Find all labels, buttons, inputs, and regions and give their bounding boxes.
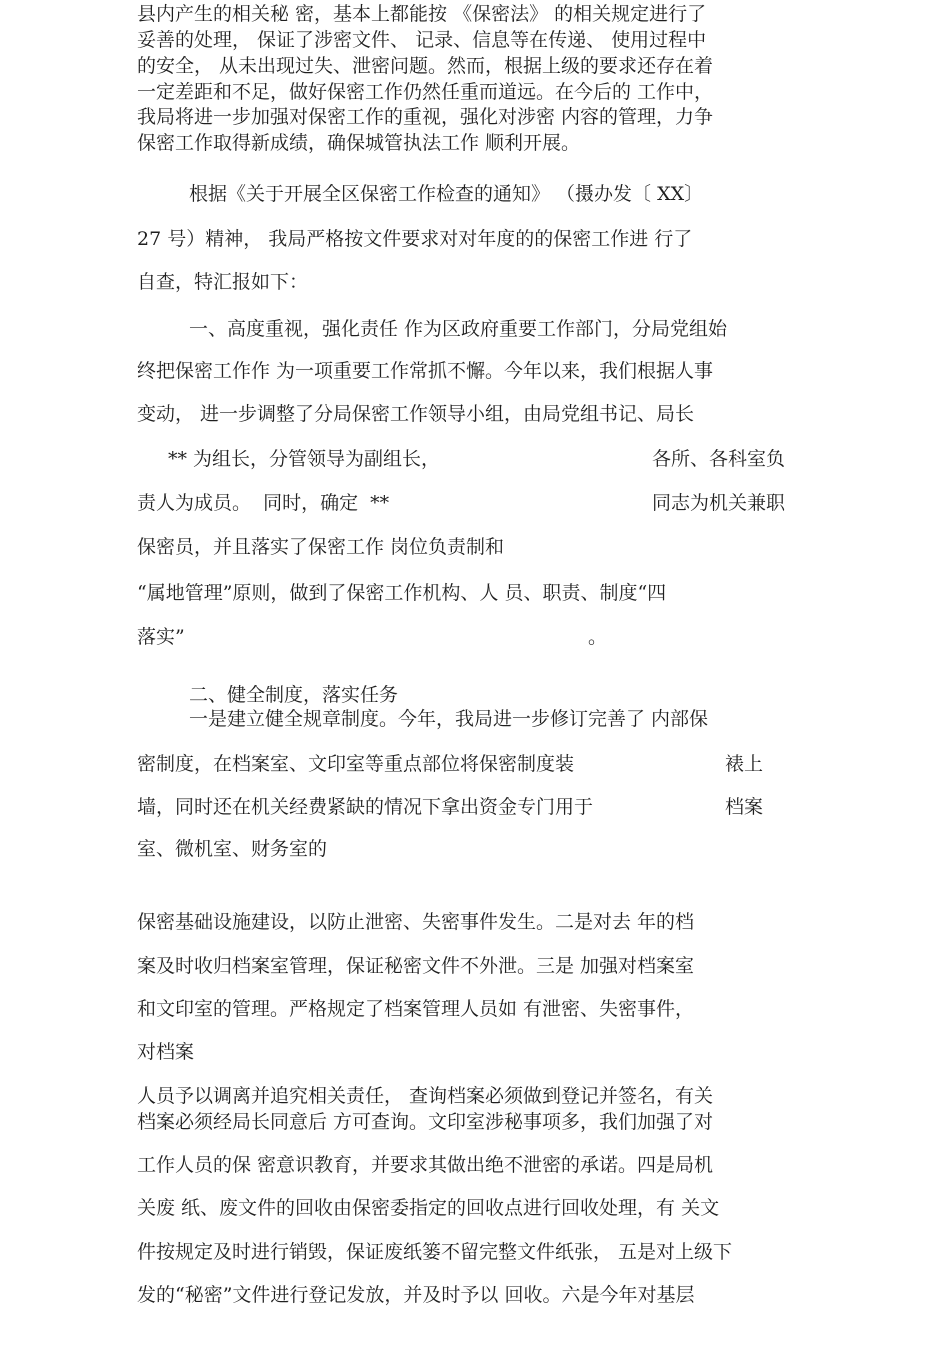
- text-line: 室、微机室、财务室的: [137, 838, 328, 860]
- text-line: 保密员，并且落实了保密工作 岗位负责制和: [137, 536, 505, 558]
- text-line: 。: [588, 626, 608, 648]
- text-line: 同志为机关兼职: [652, 492, 786, 514]
- text-line: 工作人员的保 密意识教育，并要求其做出绝不泄密的承诺。四是局机: [137, 1154, 714, 1176]
- text-line: 的安全， 从未出现过失、泄密问题。然而，根据上级的要求还存在着: [137, 55, 714, 77]
- text-line: 落实”: [137, 626, 185, 648]
- text-line: 档案必须经局长同意后 方可查询。文印室涉秘事项多，我们加强了对: [137, 1111, 714, 1133]
- text-line: 我局将进一步加强对保密工作的重视，强化对涉密 内容的管理，力争: [137, 106, 714, 128]
- text-line: 保密工作取得新成绩，确保城管执法工作 顺利开展。: [137, 132, 581, 154]
- text-line: 自查，特汇报如下：: [137, 271, 309, 293]
- text-line: 裱上: [725, 753, 764, 775]
- text-line: 一是建立健全规章制度。今年，我局进一步修订完善了 内部保: [189, 708, 709, 730]
- text-line: ** 为组长，分管领导为副组长，: [168, 448, 441, 470]
- text-line: 各所、各科室负: [652, 448, 786, 470]
- text-line: 27 号）精神， 我局严格按文件要求对对年度的的保密工作进 行了: [137, 228, 693, 250]
- text-line: “属地管理”原则，做到了保密工作机构、人 员、职责、制度“四: [137, 582, 667, 604]
- text-line: 案及时收归档案室管理，保证秘密文件不外泄。三是 加强对档案室: [137, 955, 695, 977]
- text-line: 责人为成员。 同时，确定 **: [137, 492, 390, 514]
- text-line: 关废 纸、废文件的回收由保密委指定的回收点进行回收处理，有 关文: [137, 1197, 720, 1219]
- text-line: 县内产生的相关秘 密，基本上都能按 《保密法》 的相关规定进行了: [137, 3, 707, 25]
- text-line: 变动， 进一步调整了分局保密工作领导小组，由局党组书记、局长: [137, 403, 695, 425]
- text-line: 墙，同时还在机关经费紧缺的情况下拿出资金专门用于: [137, 796, 594, 818]
- text-line: 妥善的处理， 保证了涉密文件、 记录、信息等在传递、 使用过程中: [137, 29, 707, 51]
- text-line: 档案: [725, 796, 764, 818]
- text-line: 人员予以调离并追究相关责任， 查询档案必须做到登记并签名，有关: [137, 1085, 714, 1107]
- text-line: 密制度，在档案室、文印室等重点部位将保密制度装: [137, 753, 575, 775]
- text-line: 终把保密工作作 为一项重要工作常抓不懈。今年以来，我们根据人事: [137, 360, 714, 382]
- text-line: 对档案: [137, 1041, 195, 1063]
- section-heading-line: 一、高度重视，强化责任 作为区政府重要工作部门，分局党组始: [189, 318, 728, 340]
- text-line: 件按规定及时进行销毁，保证废纸篓不留完整文件纸张， 五是对上级下: [137, 1241, 733, 1263]
- text-line: 发的“秘密”文件进行登记发放，并及时予以 回收。六是今年对基层: [137, 1284, 695, 1306]
- text-line: 保密基础设施建设，以防止泄密、失密事件发生。二是对去 年的档: [137, 911, 695, 933]
- text-line: 根据《关于开展全区保密工作检查的通知》 （摄办发〔 XX〕: [189, 183, 704, 205]
- section-heading: 二、健全制度，落实任务: [189, 684, 399, 706]
- text-line: 一定差距和不足，做好保密工作仍然任重而道远。在今后的 工作中，: [137, 81, 714, 103]
- text-line: 和文印室的管理。严格规定了档案管理人员如 有泄密、失密事件，: [137, 998, 695, 1020]
